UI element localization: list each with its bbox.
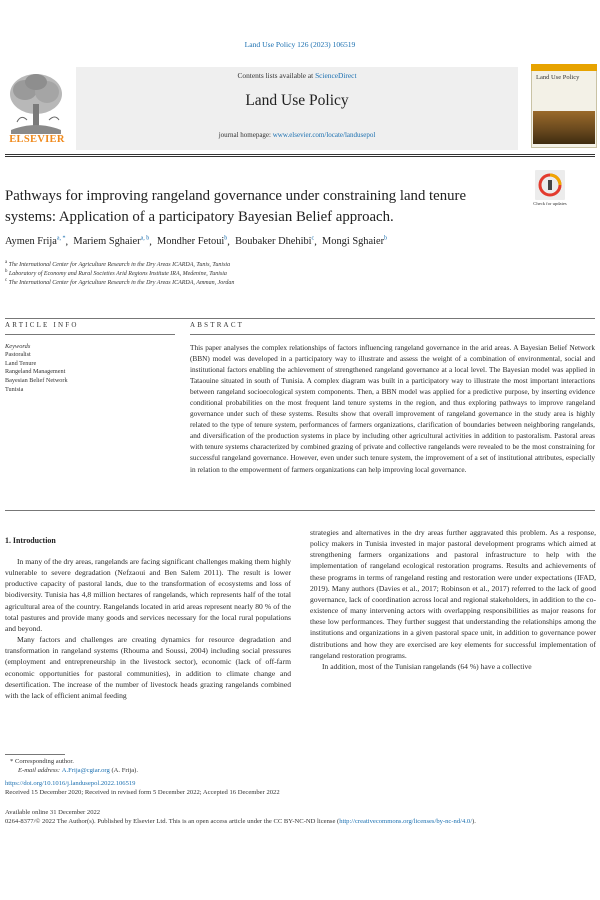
homepage-prefix: journal homepage: <box>218 131 273 139</box>
sciencedirect-link[interactable]: ScienceDirect <box>315 71 357 80</box>
author-email-link[interactable]: A.Frija@cgiar.org <box>61 767 110 774</box>
elsevier-wordmark[interactable]: ELSEVIER <box>9 134 65 145</box>
license-link[interactable]: http://creativecommons.org/licenses/by-nc-nd/4.0/ <box>339 818 473 825</box>
journal-title: Land Use Policy <box>245 92 349 109</box>
license-line <box>5 817 595 826</box>
body-column-left <box>5 556 291 701</box>
keyword: Land Tenure <box>5 359 37 367</box>
contents-available-line <box>76 71 518 80</box>
keyword: Tunisia <box>5 385 24 393</box>
email-prefix: E-mail address: <box>18 767 62 774</box>
homepage-link[interactable]: www.elsevier.com/locate/landusepol <box>272 131 376 139</box>
header-rule <box>5 154 595 155</box>
email-suffix: (A. Frija). <box>109 767 138 774</box>
license-prefix: 0264-8377/© 2022 The Author(s). Published by Elsevier Ltd. This is an open access article under the CC BY-NC-ND license ( <box>5 818 340 825</box>
section-rule <box>5 510 595 511</box>
paragraph: In many of the dry areas, rangelands are facing significant challenges making them highly vulnerable to severe degradation (Nefzaoui and Ben Salem 2011). The result is lower productive capacity of pastoral lands, due to the transformation of ecosystems and loss of biodiversity. Tunisia has 4,8 million hectares of rangelands, which represents half of the total agricultural area of the country. Rangelands located in arid areas represent nearly 80 % of the total pastures and provide many goods and services necessary for the local rural populations and beyond. <box>5 557 291 633</box>
keywords-rule <box>5 334 175 335</box>
body-column-right <box>310 527 596 672</box>
keyword: Pastoralist <box>5 351 31 358</box>
paper-title: Pathways for improving rangeland governance under constraining land tenure systems: Application of a participatory Bayesian Belief approach. <box>5 188 467 225</box>
check-for-updates-label[interactable]: Check for updates <box>533 201 567 206</box>
section-rule <box>5 318 595 319</box>
author[interactable]: Boubaker Dhehibi$^c$ <box>235 236 315 248</box>
author[interactable]: Mondher Fetoui$^b$ <box>157 236 228 248</box>
journal-homepage <box>76 131 518 139</box>
cover-title: Land Use Policy <box>536 74 580 81</box>
paragraph: strategies and alternatives in the dry areas further aggravated this problem. As a response, policy makers in Tunisia invested in major pastoral development programs which aimed at strengthening farmers organizations and pastoral infrastructure to help with the implementation of rangeland ecological restoration programs. Results and achievements of these programs in terms of rangeland resting and restoration were under expectations (IFAD, 2019). Many authors (Davies et al., 2017; Robinson et al., 2017) referred to the lack of good governance, lack of coordination across local and regional stakeholders, in addition to the co-existence of many intervening actors with overlapping responsibilities as major reasons for these low performances. They further suggest that understanding the relationships among the institutions and organizations in a given pastoral space unit, in addition to governance power distributions and how they are exercised are key elements for successful implementation of rangeland restoration programs. <box>310 528 596 660</box>
keyword: Bayesian Belief Network <box>5 377 68 385</box>
license-suffix: ). <box>472 818 476 825</box>
affiliation: $^a$ The International Center for Agriculture Research in the Dry Areas ICARDA, Tunis, Tunisia <box>5 260 231 268</box>
footnote-rule <box>5 754 65 755</box>
author[interactable]: Mariem Sghaier$^{a, b}$ <box>73 236 150 248</box>
corresponding-author-note: * Corresponding author. <box>10 758 74 765</box>
affiliation: $^c$ The International Center for Agriculture Research in the Dry Areas ICARDA, Amman, Jordan <box>5 278 235 286</box>
author-email-line <box>18 766 600 775</box>
affiliation: $^b$ Laboratory of Economy and Rural Societies Arid Regions Institute IRA, Medenine, Tunisia <box>5 269 227 277</box>
keywords-label: Keywords <box>5 343 31 350</box>
header-rule-thin <box>5 156 595 157</box>
abstract-text: This paper analyses the complex relationships of factors influencing rangeland governance in the arid areas. A Bayesian Belief Network (BBN) model was developed in a participatory way to illustrate and assess the weight of a combination of environmental, social and institutional factors enabling the achievement of strengthened rangeland governance at a local level. The Bayesian model was applied in Tataouine situated in south of Tunisia. A complex diagram was built in a participatory way to illustrate the most important interactions between rangeland socioecological system components. Then, a BBN model was applied for a predictive purpose, by inserting evidence conditional probabilities on the most frequent land tenure systems in the region, and thus exploring pathways to improve rangeland governance under such of these systems. Results show that overall improvement of rangeland governance in the study area is highly related to the type of tenure system, performances of farmers organizations, clarification of boundaries between neighboring rangelands, and diversification of the production systems in place by including other agricultural activities in addition to pastoralism. Pastoral areas with tenure systems characterized by combined grazing of private and collective rangelands were revealed to be the most constraining for successful rangeland governance. However, even under such tenure system, the improvement of a set of institutional attributes, especially in relation to the empowerment of farmers organizations can help improving local governance. <box>190 343 595 474</box>
article-info-heading: ARTICLE INFO <box>5 321 79 329</box>
abstract-rule <box>190 334 595 335</box>
keywords-list <box>5 351 68 395</box>
keyword: Rangeland Management <box>5 368 66 376</box>
received-dates: Received 15 December 2020; Received in revised form 5 December 2022; Accepted 16 December 2022 <box>5 789 280 796</box>
author[interactable]: Aymen Frija$^{a, *}$ <box>5 236 66 248</box>
journal-citation[interactable]: Land Use Policy 126 (2023) 106519 <box>244 40 356 49</box>
cover-band <box>531 64 597 71</box>
author[interactable]: Mongi Sghaier$^b$ <box>322 236 388 248</box>
check-for-updates-icon[interactable] <box>535 170 565 200</box>
elsevier-tree-icon <box>5 70 67 136</box>
abstract-heading: ABSTRACT <box>190 321 245 329</box>
author-list: Aymen Frija$^{a, *}$, Mariem Sghaier$^{a, b}$, Mondher Fetoui$^b$, Boubaker Dhehibi$^c$, Mongi Sghaier$^b$ <box>5 236 388 248</box>
paragraph: In addition, most of the Tunisian rangelands (64 %) have a collective <box>322 661 532 671</box>
available-online: Available online 31 December 2022 <box>5 809 101 816</box>
introduction-heading: 1. Introduction <box>5 536 56 545</box>
doi-link[interactable]: https://doi.org/10.1016/j.landusepol.2022.106519 <box>5 780 136 787</box>
cover-photo <box>533 111 595 144</box>
contents-prefix: Contents lists available at <box>237 71 316 80</box>
paragraph: Many factors and challenges are creating dynamics for resource degradation and transformation in rangeland systems (Rhouma and Soussi, 2004) including social pressures (employment and entrepreneurship in the livestock sector), economic (lack of off-farm economic opportunities for pastoral communities), in addition to climate change and desertification. The increase of the number of livestock heads grazing rangelands combined with the lack of efficient animal feeding <box>5 635 291 700</box>
